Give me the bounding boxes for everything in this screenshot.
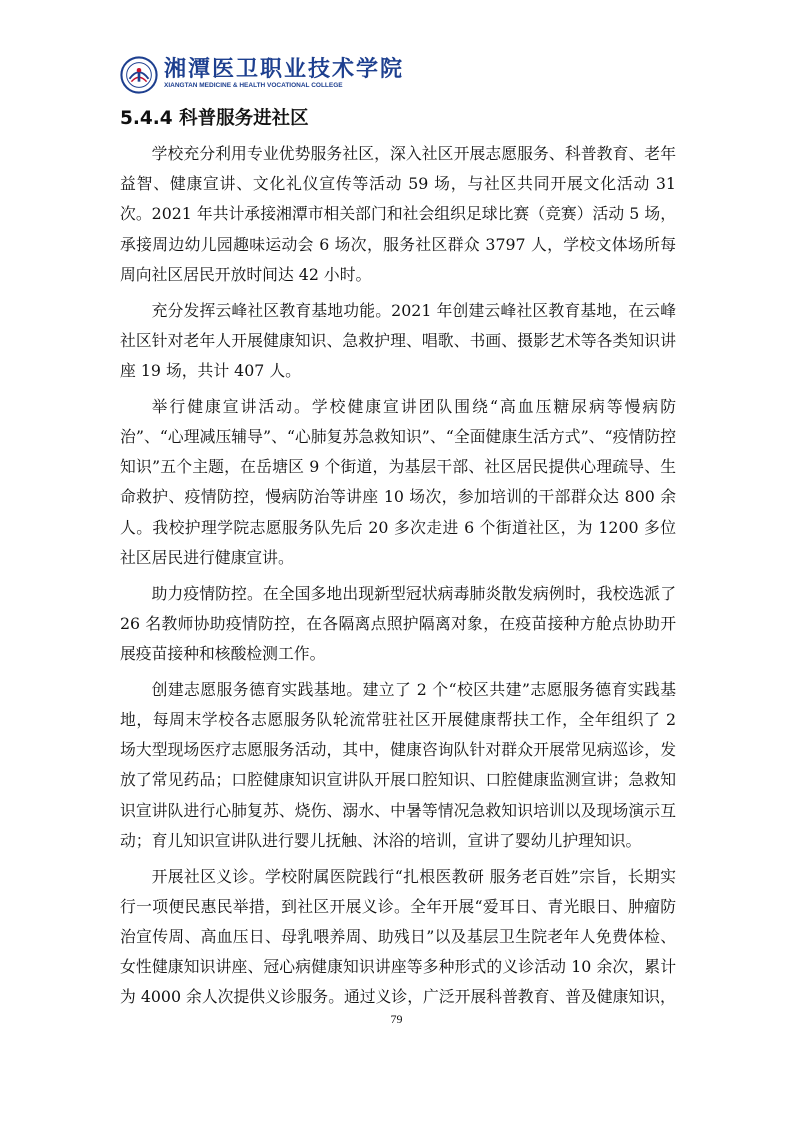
college-name-en: XIANGTAN MEDICINE & HEALTH VOCATIONAL COLLEGE <box>164 82 343 89</box>
paragraph-epidemic-control: 助力疫情防控。在全国多地出现新型冠状病毒肺炎散发病例时，我校选派了 26 名教师协助疫情防控，在各隔离点照护隔离对象，在疫苗接种方舱点协助开展疫苗接种和核酸检测工作。 <box>120 583 676 664</box>
paragraph-yunfeng-base: 充分发挥云峰社区教育基地功能。2021 年创建云峰社区教育基地，在云峰社区针对老年人开展健康知识、急救护理、唱歌、书画、摄影艺术等各类知识讲座 19 场，共计 407 人。 <box>120 300 676 381</box>
section-title: 5.4.4 科普服务进社区 <box>120 108 309 129</box>
paragraph-community-service: 学校充分利用专业优势服务社区，深入社区开展志愿服务、科普教育、老年益智、健康宣讲、文化礼仪宣传等活动 59 场，与社区共同开展文化活动 31 次。2021 年共计承接湘潭市相关部门和社会组织足球比赛（竞赛）活动 5 场，承接周边幼儿园趣味运动会 6 场次，服务社区群众 3797 人，学校文体场所每周向社区居民开放时间达 42 小时。 <box>120 144 676 284</box>
paragraph-health-lectures: 举行健康宣讲活动。学校健康宣讲团队围绕“高血压糖尿病等慢病防治”、“心理减压辅导”、“心肺复苏急救知识”、“全面健康生活方式”、“疫情防控知识”五个主题，在岳塘区 9 个街道，为基层干部、社区居民提供心理疏导、生命救护、疫情防控，慢病防治等讲座 10 场次，参加培训的干部群众达 800 余人。我校护理学院志愿服务队先后 20 多次走进 6 个街道社区，为 1200 多位社区居民进行健康宣讲。 <box>120 396 676 567</box>
body-text <box>120 139 676 1018</box>
paragraph-free-clinic: 开展社区义诊。学校附属医院践行“扎根医教研 服务老百姓”宗旨，长期实行一项便民惠民举措，到社区开展义诊。全年开展“爱耳日、青光眼日、肿瘤防治宣传周、高血压日、母乳喂养周、助残日”以及基层卫生院老年人免费体检、女性健康知识讲座、冠心病健康知识讲座等多种形式的义诊活动 10 余次，累计为 4000 余人次提供义诊服务。通过义诊，广泛开展科普教育、普及健康知识， <box>120 866 676 1007</box>
page-header <box>120 52 420 96</box>
college-emblem-icon <box>120 56 158 94</box>
page-number: 79 <box>390 1012 403 1026</box>
paragraph-volunteer-base: 创建志愿服务德育实践基地。建立了 2 个“校区共建”志愿服务德育实践基地，每周末学校各志愿服务队轮流常驻社区开展健康帮扶工作，全年组织了 2 场大型现场医疗志愿服务活动，其中，健康咨询队针对群众开展常见病巡诊，发放了常见药品；口腔健康知识宣讲队开展口腔知识、口腔健康监测宣讲；急救知识宣讲队进行心肺复苏、烧伤、溺水、中暑等情况急救知识培训以及现场演示互动；育儿知识宣讲队进行婴儿抚触、沐浴的培训，宣讲了婴幼儿护理知识。 <box>120 679 676 850</box>
college-name-cn: 湘潭医卫职业技术学院 <box>164 56 405 82</box>
